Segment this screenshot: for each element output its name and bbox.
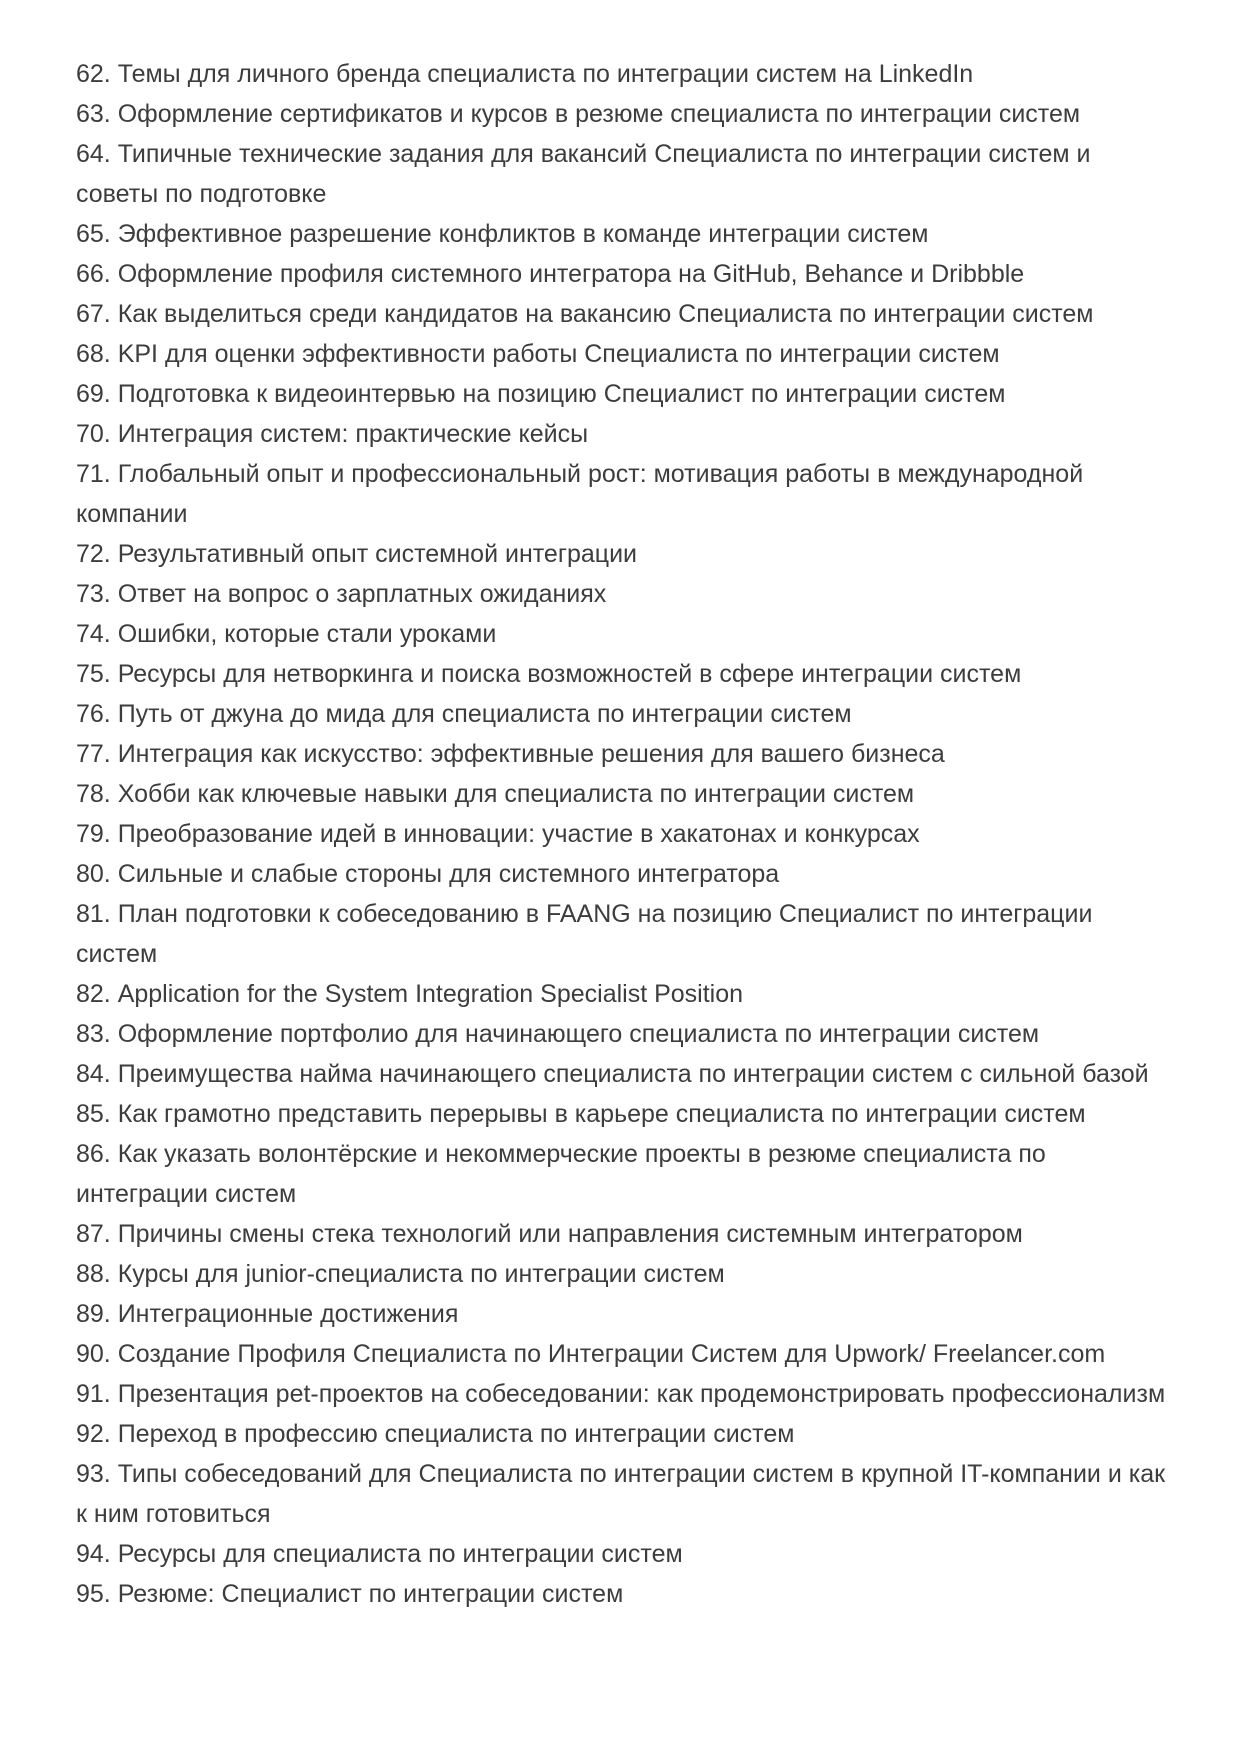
list-item [76,774,1168,814]
item-text: Подготовка к видеоинтервью на позицию Специалист по интеграции систем [117,380,1006,408]
item-text: Резюме: Специалист по интеграции систем [117,1580,624,1608]
item-number: 88. [76,1260,118,1288]
list-item [76,1374,1168,1414]
item-number: 70. [76,420,118,448]
list-item [76,1574,1168,1614]
list-item [76,294,1168,334]
item-text: Преобразование идей в инновации: участие в хакатонах и конкурсах [117,820,920,848]
item-number: 84. [76,1060,118,1088]
item-text: Application for the System Integration Specialist Position [117,980,744,1008]
list-item [76,1014,1168,1054]
list-item [76,254,1168,294]
list-item [76,814,1168,854]
item-number: 80. [76,860,118,888]
list-item [76,54,1168,94]
item-number: 86. [76,1140,118,1168]
item-number: 68. [76,340,118,368]
item-text: Как грамотно представить перерывы в карьере специалиста по интеграции систем [117,1100,1086,1128]
list-item [76,414,1168,454]
list-item [76,534,1168,574]
item-text: Хобби как ключевые навыки для специалиста по интеграции систем [117,780,915,808]
list-item [76,614,1168,654]
item-text: Презентация pet-проектов на собеседовании: как продемонстрировать профессионализм [117,1380,1166,1408]
item-text: Ошибки, которые стали уроками [117,620,497,648]
list-item [76,454,1168,534]
list-item [76,214,1168,254]
list-item [76,1134,1168,1214]
list-item [76,974,1168,1014]
item-text: KPI для оценки эффективности работы Специалиста по интеграции систем [117,340,1000,368]
item-text: Ответ на вопрос о зарплатных ожиданиях [117,580,607,608]
item-number: 63. [76,100,118,128]
list-item [76,854,1168,894]
item-number: 95. [76,1580,118,1608]
item-text: Оформление портфолио для начинающего специалиста по интеграции систем [117,1020,1040,1048]
item-text: Преимущества найма начинающего специалиста по интеграции систем с сильной базой [117,1060,1149,1088]
item-number: 66. [76,260,118,288]
list-item [76,734,1168,774]
list-item [76,1454,1168,1534]
list-item [76,1294,1168,1334]
item-number: 67. [76,300,118,328]
item-number: 81. [76,900,118,928]
item-number: 71. [76,460,118,488]
item-number: 64. [76,140,118,168]
list-item [76,374,1168,414]
list-item [76,1054,1168,1094]
item-text: Ресурсы для специалиста по интеграции систем [117,1540,683,1568]
item-text: Глобальный опыт и профессиональный рост: мотивация работы в международной компании [76,460,1084,528]
item-number: 93. [76,1460,118,1488]
item-number: 79. [76,820,118,848]
item-number: 74. [76,620,118,648]
item-text: Переход в профессию специалиста по интеграции систем [117,1420,795,1448]
item-text: Как выделиться среди кандидатов на вакансию Специалиста по интеграции систем [117,300,1094,328]
list-item [76,134,1168,214]
list-item [76,1214,1168,1254]
list-item [76,94,1168,134]
item-text: Как указать волонтёрские и некоммерческие проекты в резюме специалиста по интеграции систем [76,1140,1046,1208]
item-text: Оформление сертификатов и курсов в резюме специалиста по интеграции систем [117,100,1081,128]
item-text: Сильные и слабые стороны для системного интегратора [117,860,780,888]
item-text: Интеграция как искусство: эффективные решения для вашего бизнеса [117,740,945,768]
item-text: Результативный опыт системной интеграции [117,540,638,568]
item-text: Оформление профиля системного интегратора на GitHub, Behance и Dribbble [117,260,1025,288]
item-text: Интеграционные достижения [117,1300,459,1328]
item-text: Причины смены стека технологий или направления системным интегратором [117,1220,1023,1248]
item-number: 78. [76,780,118,808]
item-number: 76. [76,700,118,728]
list-item [76,574,1168,614]
list-item [76,1254,1168,1294]
item-number: 77. [76,740,118,768]
item-number: 85. [76,1100,118,1128]
item-number: 82. [76,980,118,1008]
list-item [76,334,1168,374]
item-text: Типичные технические задания для вакансий Специалиста по интеграции систем и советы по подготовке [76,140,1091,208]
topic-list [76,54,1168,1614]
list-item [76,694,1168,734]
item-text: Типы собеседований для Специалиста по интеграции систем в крупной IT-компании и как к ним готовиться [76,1460,1166,1528]
item-text: Ресурсы для нетворкинга и поиска возможностей в сфере интеграции систем [117,660,1022,688]
item-number: 87. [76,1220,118,1248]
item-number: 91. [76,1380,118,1408]
item-text: Темы для личного бренда специалиста по интеграции систем на LinkedIn [117,60,974,88]
item-text: Курсы для junior-специалиста по интеграции систем [117,1260,725,1288]
item-text: Путь от джуна до мида для специалиста по интеграции систем [117,700,852,728]
item-text: Интеграция систем: практические кейсы [117,420,589,448]
item-number: 89. [76,1300,118,1328]
list-item [76,654,1168,694]
list-item [76,1094,1168,1134]
item-number: 73. [76,580,118,608]
list-item [76,1334,1168,1374]
list-item [76,894,1168,974]
item-number: 62. [76,60,118,88]
list-item [76,1534,1168,1574]
item-number: 69. [76,380,118,408]
item-text: План подготовки к собеседованию в FAANG на позицию Специалист по интеграции систем [76,900,1093,968]
item-text: Эффективное разрешение конфликтов в команде интеграции систем [117,220,929,248]
item-number: 90. [76,1340,118,1368]
item-number: 72. [76,540,118,568]
item-number: 65. [76,220,118,248]
item-number: 92. [76,1420,118,1448]
list-item [76,1414,1168,1454]
item-number: 94. [76,1540,118,1568]
item-text: Создание Профиля Специалиста по Интеграции Систем для Upwork/ Freelancer.com [117,1340,1106,1368]
item-number: 83. [76,1020,118,1048]
item-number: 75. [76,660,118,688]
